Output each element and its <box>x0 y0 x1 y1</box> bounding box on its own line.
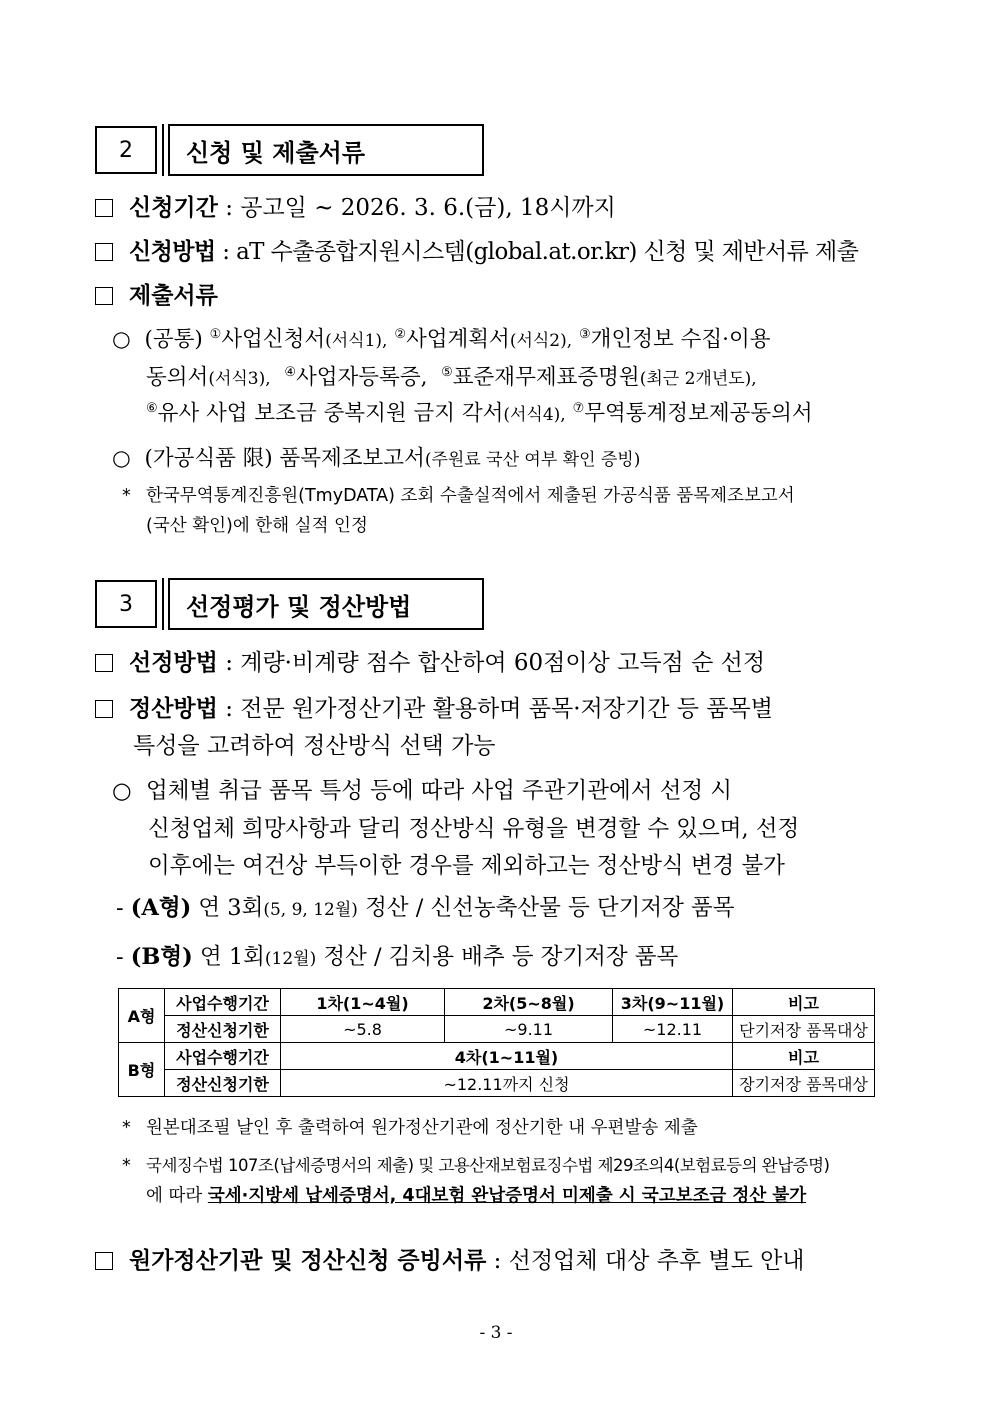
table-header: 1차(1~4월) <box>281 989 445 1016</box>
page-number: - 3 - <box>479 1323 513 1343</box>
section-3-title: 선정평가 및 정산방법 <box>168 578 484 630</box>
section-3-number: 3 <box>95 580 157 628</box>
common-docs-line3: ⑥유사 사업 보조금 중복지원 금지 각서(서식4), ⑦무역통계정보제공동의서 <box>146 401 813 427</box>
submit-docs: 제출서류 <box>95 284 895 308</box>
type-a-line: - (A형) 연 3회(5, 9, 12월) 정산 / 신선농축산물 등 단기저장 품목 <box>116 895 735 921</box>
section-2-title: 신청 및 제출서류 <box>168 124 484 176</box>
settle-method: 정산방법 : 전문 원가정산기관 활용하며 품목·저장기간 등 품목별 <box>95 697 895 721</box>
table-cell: 단기저장 품목대상 <box>733 1016 875 1043</box>
table-header: 4차(1~11월) <box>281 1043 733 1070</box>
bullet-circle-icon: ○ <box>112 446 131 471</box>
section-2-number: 2 <box>95 126 157 174</box>
type-b-line: - (B형) 연 1회(12월) 정산 / 김치용 배추 등 장기저장 품목 <box>116 944 679 970</box>
deadline-row-label: 정산신청기한 <box>165 1016 281 1043</box>
note-asterisk: * <box>122 1156 131 1176</box>
tax-note-line1: 국세징수법 107조(납세증명서의 제출) 및 고용산재보험료징수법 제29조의4(보험료등의 완납증명) <box>146 1156 830 1175</box>
table-cell: ~5.8 <box>281 1016 445 1043</box>
table-cell: 장기저장 품목대상 <box>733 1070 875 1097</box>
type-a-cell: A형 <box>119 989 165 1043</box>
checkbox-icon <box>95 199 113 217</box>
table-header: 2차(5~8월) <box>445 989 613 1016</box>
table-cell: ~12.11까지 신청 <box>281 1070 733 1097</box>
period-row-label: 사업수행기간 <box>165 1043 281 1070</box>
settle-method-cont: 특성을 고려하여 정산방식 선택 가능 <box>133 733 496 759</box>
checkbox-icon <box>95 243 113 261</box>
bullet-circle-icon: ○ <box>112 778 132 804</box>
select-method: 선정방법 : 계량·비계량 점수 합산하여 60점이상 고득점 순 선정 <box>95 651 895 675</box>
checkbox-icon <box>95 654 113 672</box>
export-note-line1: 한국무역통계진흥원(TmyDATA) 조회 수출실적에서 제출된 가공식품 품목제조보고서 <box>146 486 795 506</box>
table-row <box>119 1043 875 1070</box>
note-asterisk: * <box>122 1118 131 1138</box>
settle-bullet-line2: 신청업체 희망사항과 달리 정산방식 유형을 변경할 수 있으며, 선정 <box>148 816 800 842</box>
period-row-label: 사업수행기간 <box>165 989 281 1016</box>
table-cell: ~9.11 <box>445 1016 613 1043</box>
common-docs-line2: 동의서(서식3), ④사업자등록증, ⑤표준재무제표증명원(최근 2개년도), <box>146 365 757 391</box>
note-asterisk: * <box>122 486 131 506</box>
processed-food-docs: ○ (가공식품 限) 품목제조보고서(주원료 국산 여부 확인 증빙) <box>112 446 641 471</box>
settle-bullet-line3: 이후에는 여건상 부득이한 경우를 제외하고는 정산방식 변경 불가 <box>148 853 785 879</box>
table-header: 비고 <box>733 989 875 1016</box>
checkbox-icon <box>95 700 113 718</box>
apply-period: 신청기간 : 공고일 ~ 2026. 3. 6.(금), 18시까지 <box>95 196 895 220</box>
settlement-schedule-table <box>118 988 875 1097</box>
table-header: 3차(9~11월) <box>613 989 733 1016</box>
table-cell: ~12.11 <box>613 1016 733 1043</box>
table-row <box>119 1016 875 1043</box>
checkbox-icon <box>95 287 113 305</box>
bullet-circle-icon: ○ <box>112 327 131 353</box>
type-b-cell: B형 <box>119 1043 165 1097</box>
original-copy-note: 원본대조필 날인 후 출력하여 원가정산기관에 정산기한 내 우편발송 제출 <box>146 1118 698 1138</box>
tax-warning: 국세·지방세 납세증명서, 4대보험 완납증명서 미제출 시 국고보조금 정산 불가 <box>207 1186 807 1206</box>
final-item: 원가정산기관 및 정산신청 증빙서류 : 선정업체 대상 추후 별도 안내 <box>95 1249 895 1273</box>
apply-method: 신청방법 : aT 수출종합지원시스템(global.at.or.kr) 신청 및 제반서류 제출 <box>95 240 895 264</box>
export-note-line2: (국산 확인)에 한해 실적 인정 <box>146 516 368 536</box>
deadline-row-label: 정산신청기한 <box>165 1070 281 1097</box>
table-row <box>119 1070 875 1097</box>
table-header: 비고 <box>733 1043 875 1070</box>
common-docs-line1: ○ (공통) ①사업신청서(서식1), ②사업계획서(서식2), ③개인정보 수집·이용 <box>112 327 771 353</box>
tax-note-line2: 에 따라 국세·지방세 납세증명서, 4대보험 완납증명서 미제출 시 국고보조금 정산 불가 <box>146 1186 807 1206</box>
settle-bullet-line1: ○ 업체별 취급 품목 특성 등에 따라 사업 주관기관에서 선정 시 <box>112 778 732 804</box>
checkbox-icon <box>95 1252 113 1270</box>
table-row <box>119 989 875 1016</box>
